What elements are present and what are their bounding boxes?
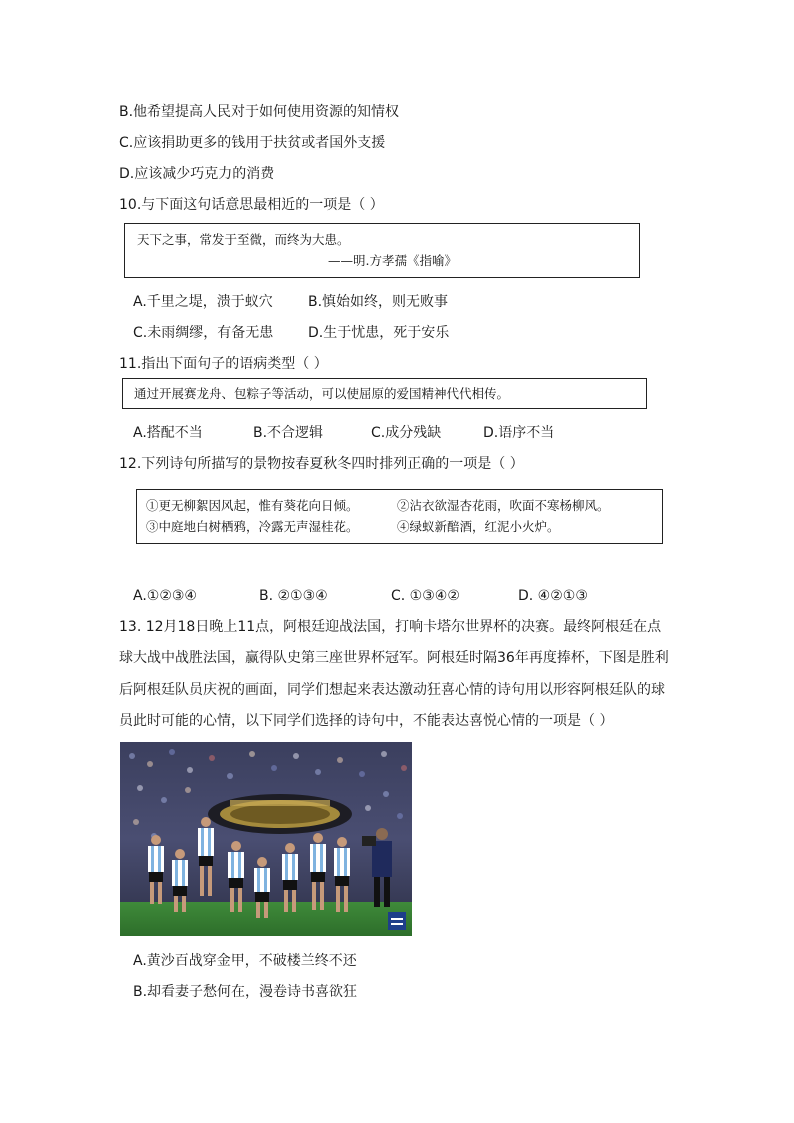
q10-option-d: D.生于忧患，死于安乐: [308, 325, 450, 341]
celebration-photo: [120, 742, 412, 936]
q13-option-a: A.黄沙百战穿金甲，不破楼兰终不还: [133, 953, 357, 969]
q11-option-a: A.搭配不当: [133, 425, 203, 441]
q9-option-c: C.应该捐助更多的钱用于扶贫或者国外支援: [119, 135, 386, 151]
q12-poems-box: [136, 489, 663, 544]
q12-poem-4: ④绿蚁新醅酒，红泥小火炉。: [397, 519, 560, 534]
q12-option-a: A.①②③④: [133, 588, 197, 604]
q12-poem-2: ②沾衣欲湿杏花雨，吹面不寒杨柳风。: [397, 498, 610, 513]
q12-option-b: B. ②①③④: [259, 588, 328, 604]
q10-option-c: C.未雨绸缪，有备无患: [133, 325, 274, 341]
q12-stem: 12.下列诗句所描写的景物按春夏秋冬四时排列正确的一项是（ ）: [119, 456, 524, 472]
q11-option-c: C.成分残缺: [371, 425, 442, 441]
q11-option-b: B.不合逻辑: [253, 425, 324, 441]
q11-sentence: 通过开展赛龙舟、包粽子等活动，可以使屈原的爱国精神代代相传。: [134, 386, 510, 401]
q11-option-d: D.语序不当: [483, 425, 555, 441]
q12-option-d: D. ④②①③: [518, 588, 588, 604]
q13-stem-line-1: 13. 12月18日晚上11点，阿根廷迎战法国，打响卡塔尔世界杯的决赛。最终阿根廷在点: [119, 619, 662, 635]
q10-option-b: B.慎始如终，则无败事: [308, 294, 449, 310]
q10-option-a: A.千里之堤，溃于蚁穴: [133, 294, 273, 310]
q11-stem: 11.指出下面句子的语病类型（ ）: [119, 356, 328, 372]
q9-option-b: B.他希望提高人民对于如何使用资源的知情权: [119, 104, 400, 120]
q13-stem-line-4: 员此时可能的心情，以下同学们选择的诗句中，不能表达喜悦心情的一项是（ ）: [119, 713, 614, 729]
q10-quote-source: ——明.方孝孺《指喻》: [328, 253, 457, 268]
q10-quote-box: [124, 223, 640, 278]
q12-poem-1: ①更无柳絮因风起，惟有葵花向日倾。: [146, 498, 359, 513]
q13-stem-line-3: 后阿根廷队员庆祝的画面，同学们想起来表达激动狂喜心情的诗句用以形容阿根廷队的球: [119, 682, 665, 698]
q11-sentence-box: [122, 378, 647, 409]
q12-option-c: C. ①③④②: [391, 588, 460, 604]
q12-poem-3: ③中庭地白树栖鸦，冷露无声湿桂花。: [146, 519, 359, 534]
q10-stem: 10.与下面这句话意思最相近的一项是（ ）: [119, 197, 384, 213]
q9-option-d: D.应该减少巧克力的消费: [119, 166, 275, 182]
q13-option-b: B.却看妻子愁何在，漫卷诗书喜欲狂: [133, 984, 358, 1000]
q13-stem-line-2: 球大战中战胜法国，赢得队史第三座世界杯冠军。阿根廷时隔36年再度捧杯，下图是胜利: [119, 650, 669, 666]
q10-quote-text: 天下之事，常发于至微，而终为大患。: [137, 232, 350, 247]
